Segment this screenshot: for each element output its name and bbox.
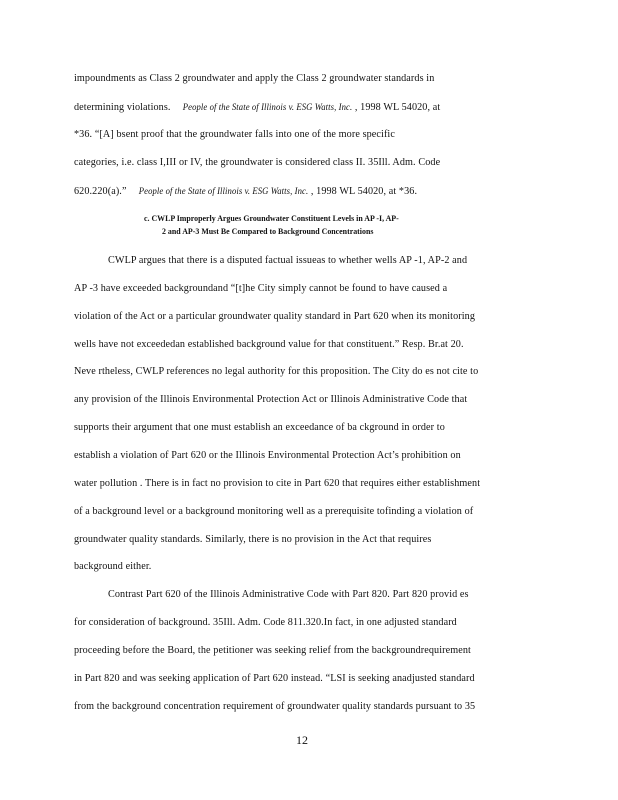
body-line: categories, i.e. class I,III or IV, the groundwater is considered class II. 35Ill. Adm. Code xyxy=(74,157,441,168)
case-citation: People of the State of Illinois v. ESG Watts, Inc. xyxy=(182,102,353,112)
body-line: supports their argument that one must establish an exceedance of ba ckground in order to xyxy=(74,422,445,433)
citation-tail: , 1998 WL 54020, at xyxy=(354,102,441,113)
body-line: groundwater quality standards. Similarly, there is no provision in the Act that requires xyxy=(74,534,432,545)
case-citation: People of the State of Illinois v. ESG Watts, Inc. xyxy=(138,186,309,196)
body-line: establish a violation of Part 620 or the Illinois Environmental Protection Act’s prohibition on xyxy=(74,450,461,461)
body-line xyxy=(74,184,525,199)
body-line: for consideration of background. 35Ill. Adm. Code 811.320.In fact, in one adjusted standard xyxy=(74,617,457,628)
body-line xyxy=(74,100,525,115)
body-line: *36. “[A] bsent proof that the groundwater falls into one of the more specific xyxy=(74,129,395,140)
body-line: any provision of the Illinois Environmental Protection Act or Illinois Administrative Code that xyxy=(74,394,468,405)
body-line: CWLP argues that there is a disputed factual issueas to whether wells AP -1, AP-2 and xyxy=(108,255,468,266)
subheading-line: 2 and AP-3 Must Be Compared to Background Concentrations xyxy=(162,226,374,236)
body-line: Contrast Part 620 of the Illinois Administrative Code with Part 820. Part 820 provid es xyxy=(108,589,469,600)
body-text: 620.220(a).” xyxy=(74,186,127,197)
body-line: background either. xyxy=(74,561,152,572)
body-line: proceeding before the Board, the petitioner was seeking relief from the backgroundrequirement xyxy=(74,645,471,656)
body-line: of a background level or a background monitoring well as a prerequisite tofinding a violation of xyxy=(74,506,474,517)
body-line: violation of the Act or a particular groundwater quality standard in Part 620 when its monitoring xyxy=(74,311,476,322)
body-line: wells have not exceededan established background value for that constituent.” Resp. Br.at 20. xyxy=(74,339,464,350)
body-line: in Part 820 and was seeking application of Part 620 instead. “LSI is seeking anadjusted standard xyxy=(74,673,475,684)
body-line: impoundments as Class 2 groundwater and apply the Class 2 groundwater standards in xyxy=(74,73,435,84)
body-line: Neve rtheless, CWLP references no legal authority for this proposition. The City do es not cite to xyxy=(74,366,479,377)
citation-tail: , 1998 WL 54020, at *36. xyxy=(310,186,418,197)
page-number: 12 xyxy=(296,733,308,747)
body-line: from the background concentration requirement of groundwater quality standards pursuant to 35 xyxy=(74,701,476,712)
body-text: determining violations. xyxy=(74,102,171,113)
subheading-line: c. CWLP Improperly Argues Groundwater Constituent Levels in AP -I, AP- xyxy=(144,213,399,223)
body-line: water pollution . There is in fact no provision to cite in Part 620 that requires either establishment xyxy=(74,478,481,489)
body-line: AP -3 have exceeded backgroundand “[t]he City simply cannot be found to have caused a xyxy=(74,283,448,294)
